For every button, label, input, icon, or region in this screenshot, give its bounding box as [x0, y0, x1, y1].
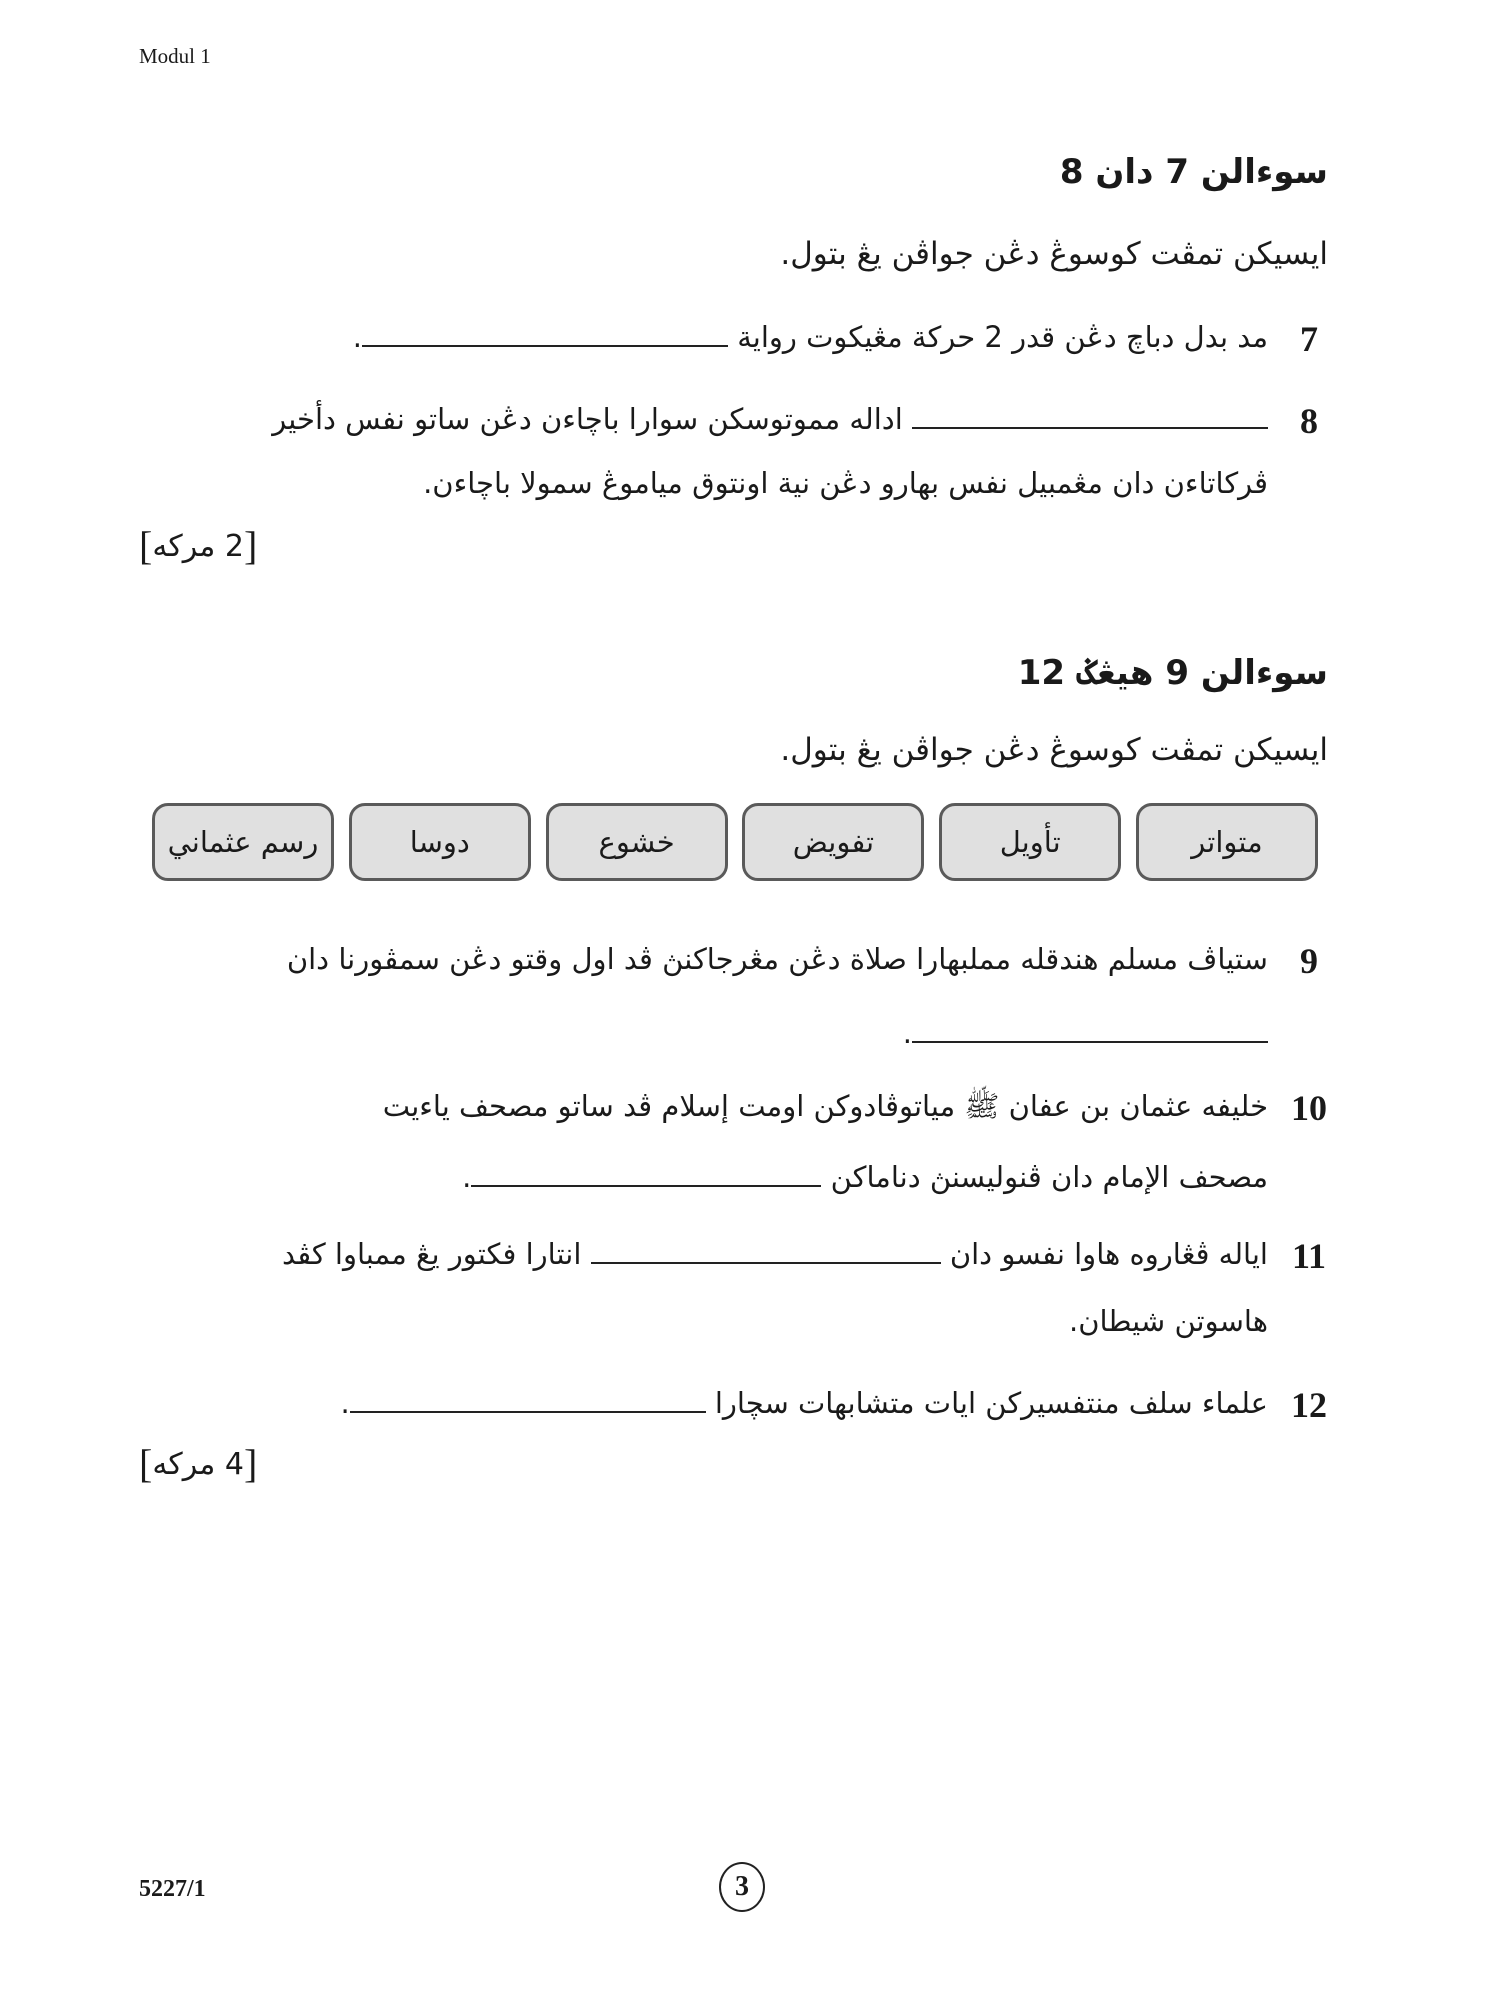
answer-blank-11[interactable] [591, 1261, 941, 1264]
option-box[interactable]: دوسا [349, 803, 531, 881]
question-number: 11 [1291, 1236, 1326, 1276]
question-12-after: . [340, 1386, 350, 1420]
section2-heading: سوءالن 9 هيڠݢ 12 [1017, 653, 1328, 693]
answer-options [152, 803, 1318, 887]
question-9-line2 [903, 1016, 1268, 1050]
question-11-before: اياله ڤڠاروه هاوا نفسو دان [949, 1237, 1268, 1271]
bracket-close: ] [243, 1441, 258, 1486]
question-7-after: . [352, 320, 362, 354]
marks-label [139, 522, 257, 569]
question-number: 12 [1291, 1385, 1327, 1425]
marks-value: 4 مرکه [152, 1447, 244, 1482]
question-8-after: اداله مموتوسکن سوارا باچاءن دڠن ساتو نفس دأخير [272, 402, 903, 436]
answer-blank-9[interactable] [912, 1040, 1268, 1043]
bracket-close: ] [243, 523, 258, 568]
option-box[interactable]: رسم عثماني [152, 803, 334, 881]
question-11-after: انتارا فکتور يڠ ممباوا کڤد [281, 1237, 582, 1271]
page-number: 3 [719, 1862, 765, 1912]
option-box[interactable]: تفويض [742, 803, 924, 881]
question-number: 9 [1300, 941, 1318, 981]
question-7-before: مد بدل دباچ دڠن قدر 2 حرکة مڠيکوت رواية [737, 320, 1268, 354]
question-10-line1: خليفه عثمان بن عفان ﷺ مياتوڤادوکن اومت إسلام ڤد ساتو مصحف ياءيت [382, 1089, 1268, 1123]
option-box[interactable]: خشوع [546, 803, 728, 881]
question-number: 8 [1300, 401, 1318, 441]
question-9-after: . [902, 1016, 912, 1050]
question-11-line2: هاسوتن شيطان. [1069, 1304, 1268, 1338]
section2-instruction: ايسيکن تمڤت کوسوڠ دڠن جواڤن يڠ بتول. [780, 732, 1328, 768]
module-label: Modul 1 [139, 44, 211, 68]
question-9-line1: ستياڤ مسلم هندقله مملبهارا صلاة دڠن مڠرجاکنڽ ڤد اول وقتو دڠن سمڤورنا دان [286, 942, 1268, 976]
option-box[interactable]: متواتر [1136, 803, 1318, 881]
bracket-open: [ [139, 523, 153, 568]
answer-blank-8[interactable] [912, 426, 1268, 429]
question-number: 7 [1300, 319, 1318, 359]
question-10-line2 [462, 1160, 1268, 1194]
question-number: 10 [1291, 1088, 1327, 1128]
question-8-line2: ڤرکاتاءن دان مڠمبيل نفس بهارو دڠن نية اونتوق مياموڠ سمولا باچاءن. [423, 466, 1268, 500]
question-12-text [340, 1386, 1268, 1420]
answer-blank-10[interactable] [471, 1184, 821, 1187]
question-10-before: مصحف الإمام دان ڤنوليسنڽ دناماکن [830, 1160, 1268, 1194]
question-12-before: علماء سلف منتفسيرکن ايات متشابهات سچارا [714, 1386, 1268, 1420]
section1-heading: سوءالن 7 دان 8 [1059, 152, 1328, 192]
bracket-open: [ [139, 1441, 153, 1486]
option-box[interactable]: تأويل [939, 803, 1121, 881]
question-8-text [272, 402, 1268, 436]
marks-value: 2 مرکه [152, 529, 244, 564]
paper-code: 5227/1 [139, 1876, 206, 1902]
marks-label [139, 1440, 257, 1487]
question-11-line1 [282, 1237, 1268, 1271]
answer-blank-7[interactable] [362, 344, 728, 347]
question-7-text [353, 320, 1268, 354]
section1-instruction: ايسيکن تمڤت کوسوڠ دڠن جواڤن يڠ بتول. [780, 236, 1328, 272]
answer-blank-12[interactable] [350, 1410, 706, 1413]
question-10-after: . [462, 1160, 472, 1194]
